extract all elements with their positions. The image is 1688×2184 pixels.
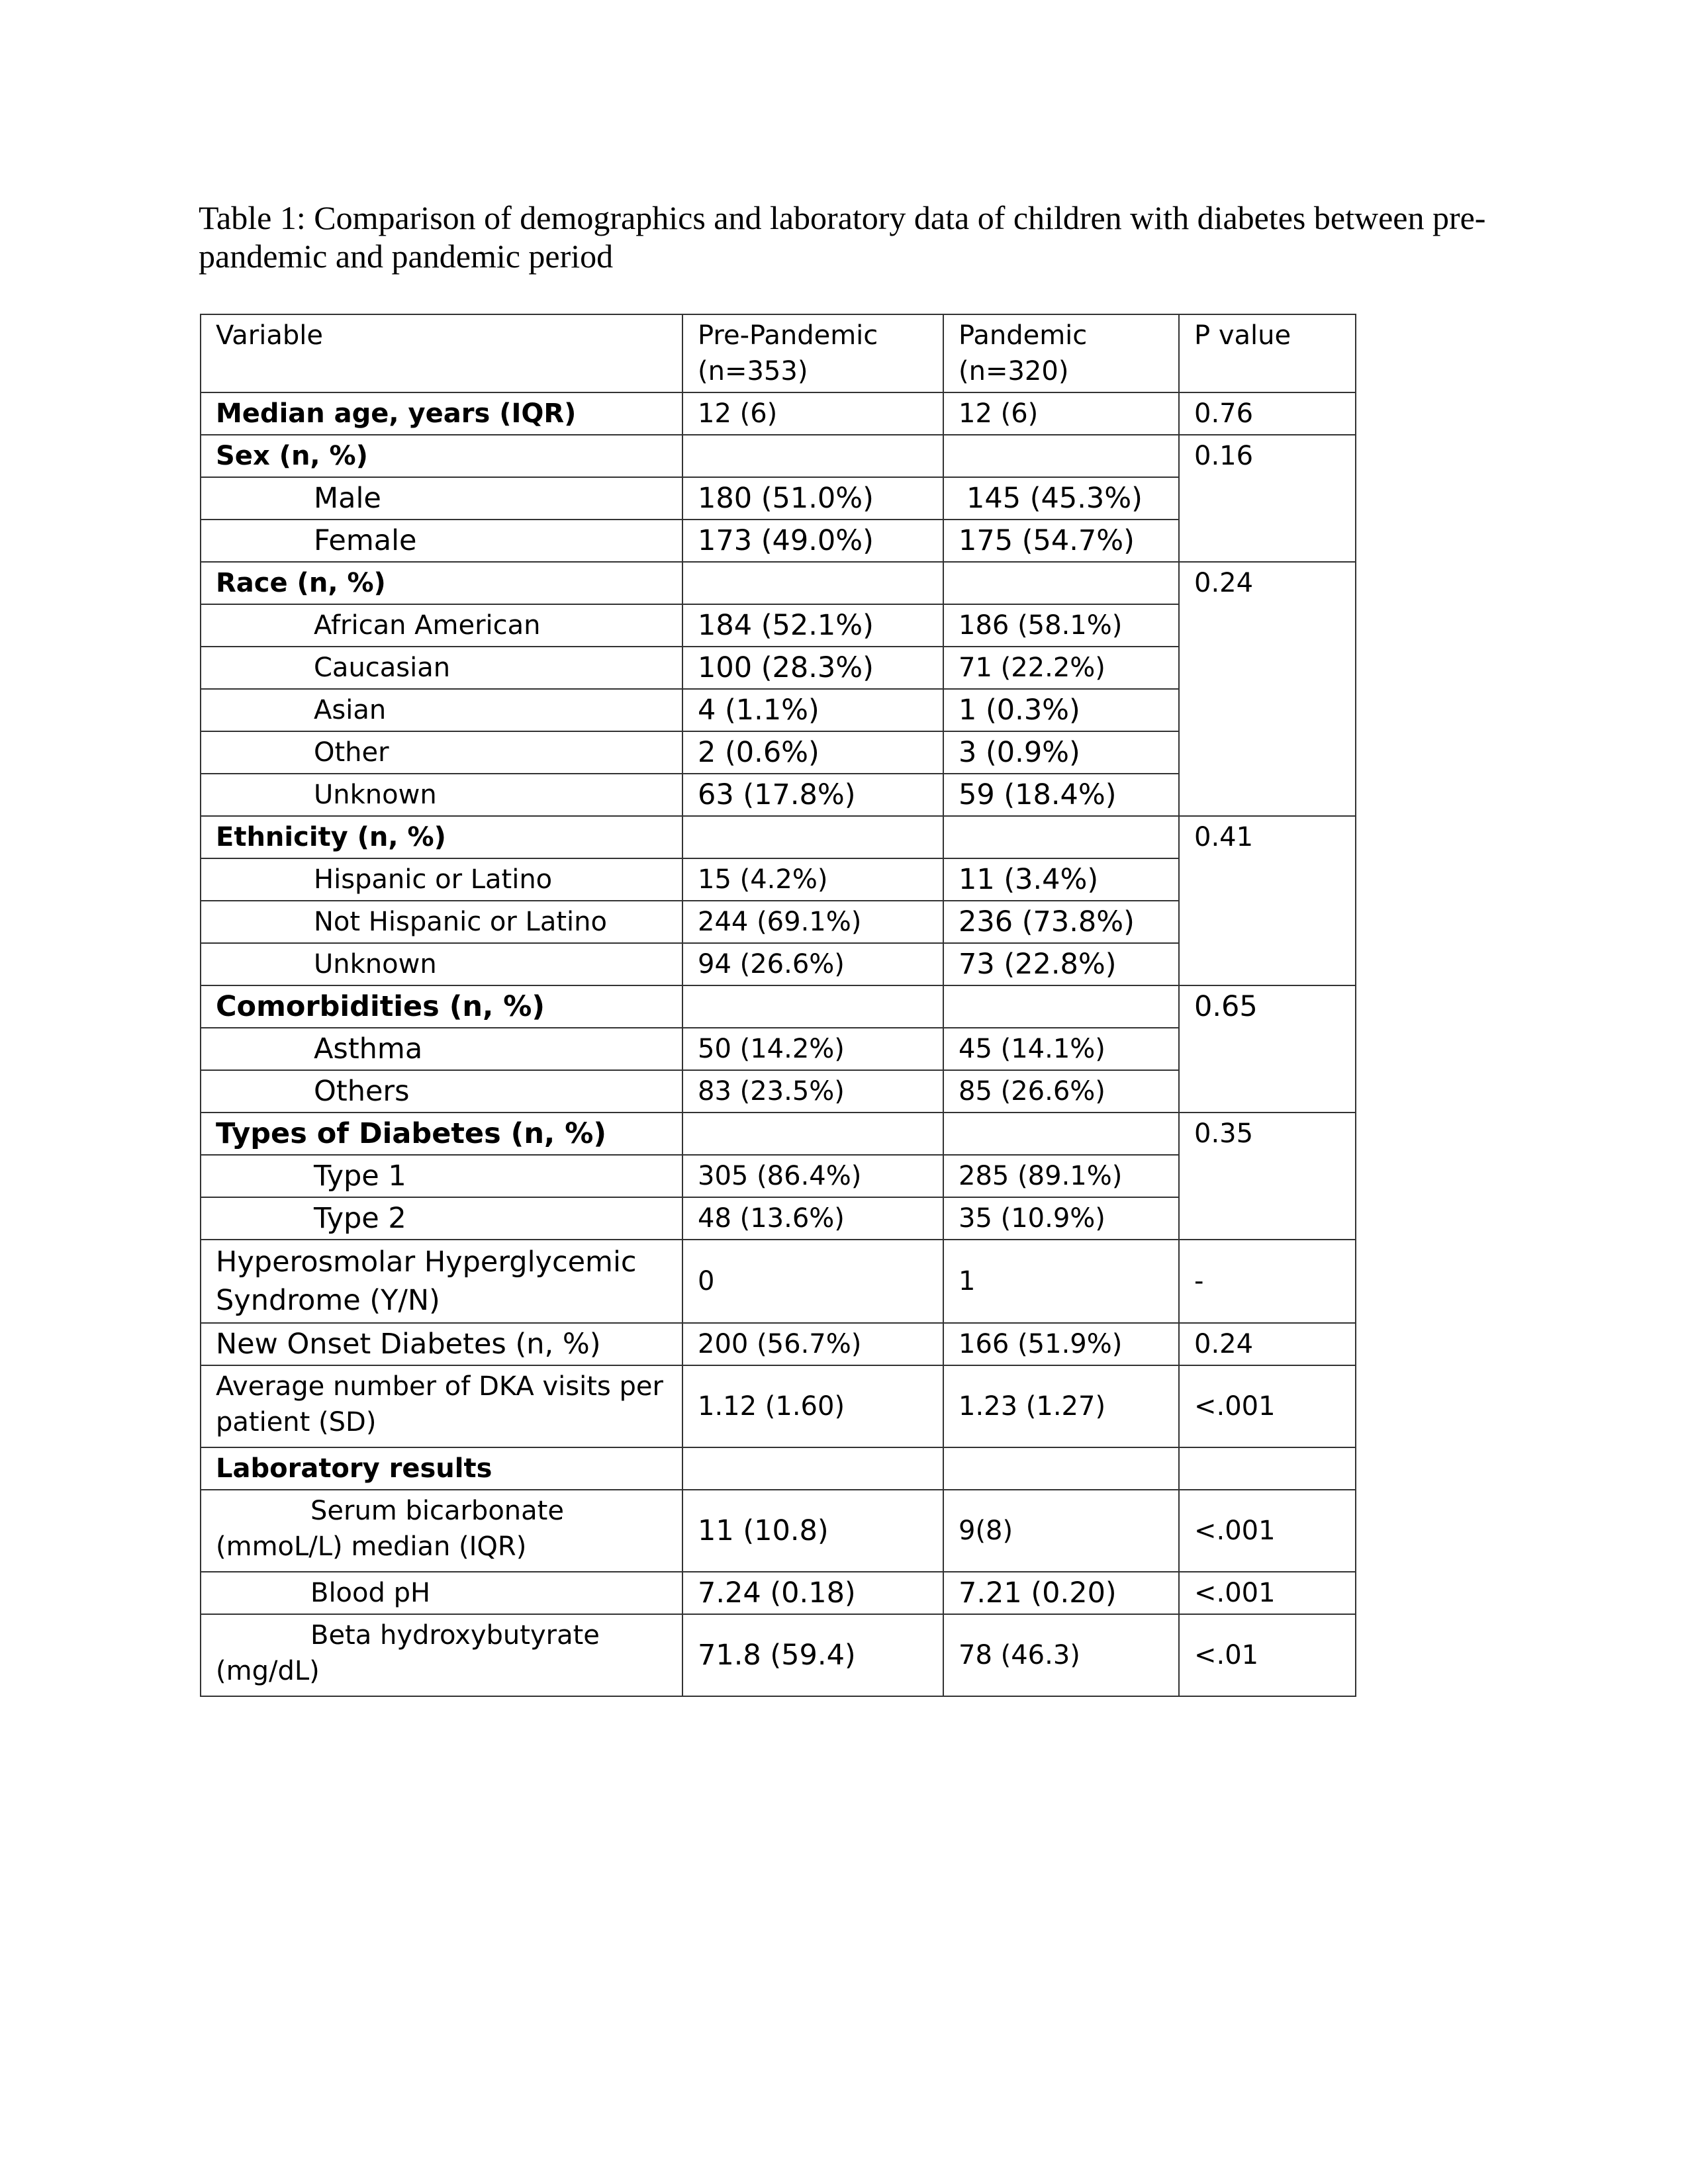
pre-value: 12 (6) [682, 392, 943, 435]
row-label: Unknown [201, 943, 682, 985]
row-label: Caucasian [201, 647, 682, 689]
pandemic-value: 1 (0.3%) [943, 689, 1179, 731]
pandemic-value: 45 (14.1%) [943, 1028, 1179, 1070]
row-label: Average number of DKA visits per patient (SD) [201, 1365, 682, 1447]
pre-value: 83 (23.5%) [682, 1070, 943, 1113]
p-value: 0.41 [1179, 816, 1356, 985]
pandemic-value [943, 562, 1179, 604]
pre-value: 305 (86.4%) [682, 1155, 943, 1197]
row-label: Comorbidities (n, %) [201, 985, 682, 1028]
row-label [201, 1614, 682, 1696]
pre-value: 200 (56.7%) [682, 1323, 943, 1365]
pre-value: 100 (28.3%) [682, 647, 943, 689]
table-row [201, 1365, 1356, 1447]
table-row [201, 1323, 1356, 1365]
p-value: 0.24 [1179, 562, 1356, 816]
pre-value: 11 (10.8) [682, 1490, 943, 1572]
comparison-table [200, 314, 1356, 1697]
p-value: 0.35 [1179, 1113, 1356, 1240]
p-value: 0.76 [1179, 392, 1356, 435]
table-row [201, 816, 1356, 858]
row-label-line-2: (mg/dL) [216, 1656, 320, 1686]
pandemic-value: 73 (22.8%) [943, 943, 1179, 985]
row-label: Asian [201, 689, 682, 731]
pre-value: 94 (26.6%) [682, 943, 943, 985]
pandemic-value [943, 985, 1179, 1028]
pandemic-value: 59 (18.4%) [943, 774, 1179, 816]
pandemic-value: 85 (26.6%) [943, 1070, 1179, 1113]
table-row [201, 392, 1356, 435]
pre-value: 173 (49.0%) [682, 520, 943, 562]
pre-value [682, 435, 943, 477]
pre-value: 50 (14.2%) [682, 1028, 943, 1070]
pre-value: 4 (1.1%) [682, 689, 943, 731]
row-label: Male [201, 477, 682, 520]
pre-value: 15 (4.2%) [682, 858, 943, 901]
pandemic-value [943, 1113, 1179, 1155]
pre-value [682, 1447, 943, 1490]
p-value: - [1179, 1240, 1356, 1323]
row-label: Type 2 [201, 1197, 682, 1240]
row-label: African American [201, 604, 682, 647]
pandemic-value: 175 (54.7%) [943, 520, 1179, 562]
pre-value [682, 816, 943, 858]
table-row [201, 1113, 1356, 1155]
row-label: Hyperosmolar Hyperglycemic Syndrome (Y/N) [201, 1240, 682, 1323]
pandemic-value: 186 (58.1%) [943, 604, 1179, 647]
row-label: Ethnicity (n, %) [201, 816, 682, 858]
p-value: <.001 [1179, 1365, 1356, 1447]
table-row [201, 1447, 1356, 1490]
pre-value [682, 1113, 943, 1155]
row-label: Hispanic or Latino [201, 858, 682, 901]
pandemic-value: 166 (51.9%) [943, 1323, 1179, 1365]
table-caption: Table 1: Comparison of demographics and laboratory data of children with diabetes between pre-pandemic and pandemic period [199, 199, 1486, 275]
row-label: Asthma [201, 1028, 682, 1070]
row-label: Others [201, 1070, 682, 1113]
p-value: 0.24 [1179, 1323, 1356, 1365]
pre-value [682, 985, 943, 1028]
row-label: Median age, years (IQR) [201, 392, 682, 435]
pandemic-value: 7.21 (0.20) [943, 1572, 1179, 1614]
row-label: Unknown [201, 774, 682, 816]
pandemic-value: 285 (89.1%) [943, 1155, 1179, 1197]
header-pre-pandemic: Pre-Pandemic (n=353) [682, 314, 943, 392]
pre-value: 63 (17.8%) [682, 774, 943, 816]
pre-value: 0 [682, 1240, 943, 1323]
row-label: Laboratory results [201, 1447, 682, 1490]
pandemic-value: 12 (6) [943, 392, 1179, 435]
p-value: <.001 [1179, 1572, 1356, 1614]
header-p-value: P value [1179, 314, 1356, 392]
pre-value: 2 (0.6%) [682, 731, 943, 774]
row-label-line-1: Beta hydroxybutyrate [310, 1620, 600, 1651]
p-value: <.001 [1179, 1490, 1356, 1572]
table-row [201, 1490, 1356, 1572]
p-value: 0.16 [1179, 435, 1356, 562]
pandemic-value: 35 (10.9%) [943, 1197, 1179, 1240]
pandemic-value [943, 435, 1179, 477]
row-label: Type 1 [201, 1155, 682, 1197]
row-label: New Onset Diabetes (n, %) [201, 1323, 682, 1365]
pandemic-value: 11 (3.4%) [943, 858, 1179, 901]
row-label: Blood pH [201, 1572, 682, 1614]
row-label: Female [201, 520, 682, 562]
pandemic-value: 145 (45.3%) [943, 477, 1179, 520]
table-row [201, 1240, 1356, 1323]
header-pandemic: Pandemic (n=320) [943, 314, 1179, 392]
pre-value: 7.24 (0.18) [682, 1572, 943, 1614]
pre-value: 244 (69.1%) [682, 901, 943, 943]
pre-value: 48 (13.6%) [682, 1197, 943, 1240]
p-value [1179, 1447, 1356, 1490]
p-value: 0.65 [1179, 985, 1356, 1113]
pandemic-value: 3 (0.9%) [943, 731, 1179, 774]
table-row [201, 985, 1356, 1028]
row-label: Other [201, 731, 682, 774]
pandemic-value [943, 1447, 1179, 1490]
table-row [201, 1614, 1356, 1696]
row-label: Types of Diabetes (n, %) [201, 1113, 682, 1155]
row-label: Race (n, %) [201, 562, 682, 604]
pandemic-value [943, 816, 1179, 858]
row-label: Not Hispanic or Latino [201, 901, 682, 943]
table-row [201, 435, 1356, 477]
pre-value [682, 562, 943, 604]
row-label-line-2: (mmoL/L) median (IQR) [216, 1531, 527, 1562]
header-row [201, 314, 1356, 392]
row-label [201, 1490, 682, 1572]
pandemic-value: 9(8) [943, 1490, 1179, 1572]
pandemic-value: 1 [943, 1240, 1179, 1323]
row-label: Sex (n, %) [201, 435, 682, 477]
pre-value: 184 (52.1%) [682, 604, 943, 647]
pre-value: 1.12 (1.60) [682, 1365, 943, 1447]
pre-value: 71.8 (59.4) [682, 1614, 943, 1696]
table-row [201, 562, 1356, 604]
p-value: <.01 [1179, 1614, 1356, 1696]
pandemic-value: 78 (46.3) [943, 1614, 1179, 1696]
pandemic-value: 71 (22.2%) [943, 647, 1179, 689]
pandemic-value: 236 (73.8%) [943, 901, 1179, 943]
header-variable: Variable [201, 314, 682, 392]
row-label-line-1: Serum bicarbonate [310, 1496, 564, 1526]
pandemic-value: 1.23 (1.27) [943, 1365, 1179, 1447]
pre-value: 180 (51.0%) [682, 477, 943, 520]
table-row [201, 1572, 1356, 1614]
